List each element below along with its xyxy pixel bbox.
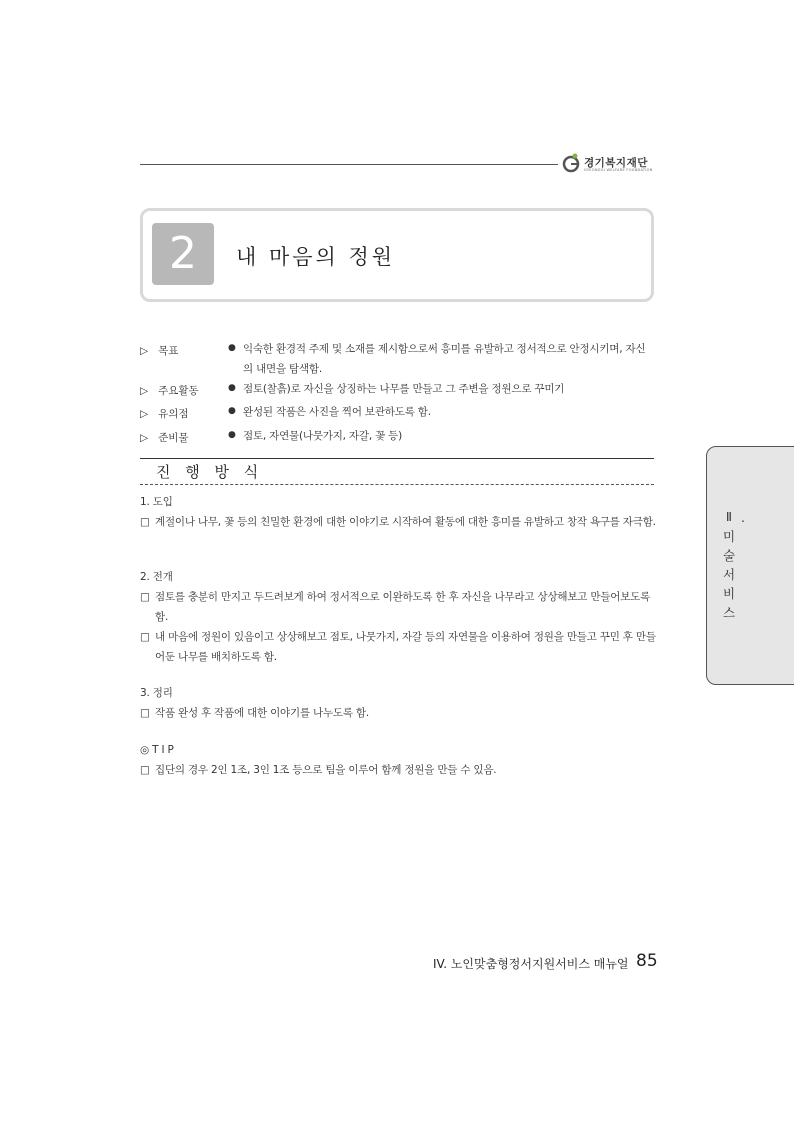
bullet-icon: ● <box>228 406 236 416</box>
checkbox-icon: □ <box>140 764 150 776</box>
list-item-text: 작품 완성 후 작품에 대한 이야기를 나누도록 함. <box>155 707 370 719</box>
list-item <box>140 512 656 532</box>
section-rule-bottom <box>140 484 654 485</box>
step-intro <box>140 492 656 532</box>
step-title: 1. 도입 <box>140 496 173 508</box>
checkbox-icon: □ <box>140 707 150 719</box>
info-label-text: 주요활동 <box>158 385 199 397</box>
list-item <box>140 703 656 723</box>
step-wrapup <box>140 683 656 723</box>
triangle-icon: ▷ <box>140 345 149 357</box>
info-label-text: 유의점 <box>158 408 189 420</box>
chapter-side-tab <box>706 446 794 685</box>
info-label <box>140 383 199 398</box>
list-item-text: 계절이나 나무, 꽃 등의 친밀한 환경에 대한 이야기로 시작하여 활동에 대한 흥미를 유발하고 창작 욕구를 자극함. <box>155 516 656 528</box>
chapter-number: 2 <box>152 223 214 285</box>
list-item <box>140 587 656 627</box>
footer-title: IV. 노인맞춤형정서지원서비스 매뉴얼 <box>433 957 629 971</box>
tip-section <box>140 740 656 780</box>
foundation-logo <box>562 152 662 176</box>
side-tab-char: 스 <box>722 605 736 620</box>
info-value: 완성된 작품은 사진을 찍어 보관하도록 함. <box>243 406 431 418</box>
bullet-icon: ● <box>228 430 236 440</box>
logo-emblem-icon <box>562 152 582 174</box>
chapter-title: 내 마음의 정원 <box>236 245 396 269</box>
header-rule <box>140 164 558 165</box>
list-item <box>140 627 656 667</box>
info-value: 익숙한 환경적 주제 및 소재를 제시함으로써 흥미를 유발하고 정서적으로 안정시키며, 자신의 내면을 탐색함. <box>243 343 646 375</box>
info-label-text: 준비물 <box>158 432 189 444</box>
checkbox-icon: □ <box>140 516 150 528</box>
side-tab-char: 비 <box>722 586 736 601</box>
section-heading: 진 행 방 식 <box>156 463 264 481</box>
tip-title: ◎ T I P <box>140 744 174 756</box>
side-tab-char: 미 <box>722 529 736 544</box>
info-value: 점토(찰흙)로 자신을 상징하는 나무를 만들고 그 주변을 정원으로 꾸미기 <box>243 383 565 395</box>
info-label-text: 목표 <box>158 345 179 357</box>
triangle-icon: ▷ <box>140 385 149 397</box>
logo-text: 경기복지재단 <box>584 157 648 169</box>
bullet-icon: ● <box>228 383 236 393</box>
section-rule-top <box>140 458 654 459</box>
checkbox-icon: □ <box>140 631 150 643</box>
checkbox-icon: □ <box>140 591 150 603</box>
side-tab-char: 서 <box>722 567 736 582</box>
step-title: 3. 정리 <box>140 687 173 699</box>
chapter-title-box <box>140 208 654 302</box>
bullet-icon: ● <box>228 343 236 353</box>
step-title: 2. 전개 <box>140 571 173 583</box>
info-label <box>140 343 178 358</box>
list-item-text: 내 마음에 정원이 있음이고 상상해보고 점토, 나뭇가지, 자갈 등의 자연물을 이용하여 정원을 만들고 꾸민 후 만들어둔 나무를 배치하도록 함. <box>155 631 656 663</box>
list-item <box>140 760 656 780</box>
info-label <box>140 406 189 421</box>
step-development <box>140 567 656 667</box>
triangle-icon: ▷ <box>140 408 149 420</box>
triangle-icon: ▷ <box>140 432 149 444</box>
list-item-text: 점토를 충분히 만지고 두드려보게 하여 정서적으로 이완하도록 한 후 자신을 나무라고 상상해보고 만들어보도록 함. <box>155 591 651 623</box>
info-label <box>140 430 189 445</box>
side-tab-char: Ⅱ <box>725 509 733 524</box>
page-number: 85 <box>636 951 658 971</box>
side-tab-char: 술 <box>722 548 736 563</box>
list-item-text: 집단의 경우 2인 1조, 3인 1조 등으로 팀을 이루어 함께 정원을 만들 수 있음. <box>155 764 497 776</box>
side-tab-label: Ⅱ . 미 술 서 비 스 <box>719 507 739 622</box>
info-value: 점토, 자연물(나뭇가지, 자갈, 꽃 등) <box>243 430 403 442</box>
logo-subtext: GYEONGGI WELFARE FOUNDATION <box>584 168 653 172</box>
